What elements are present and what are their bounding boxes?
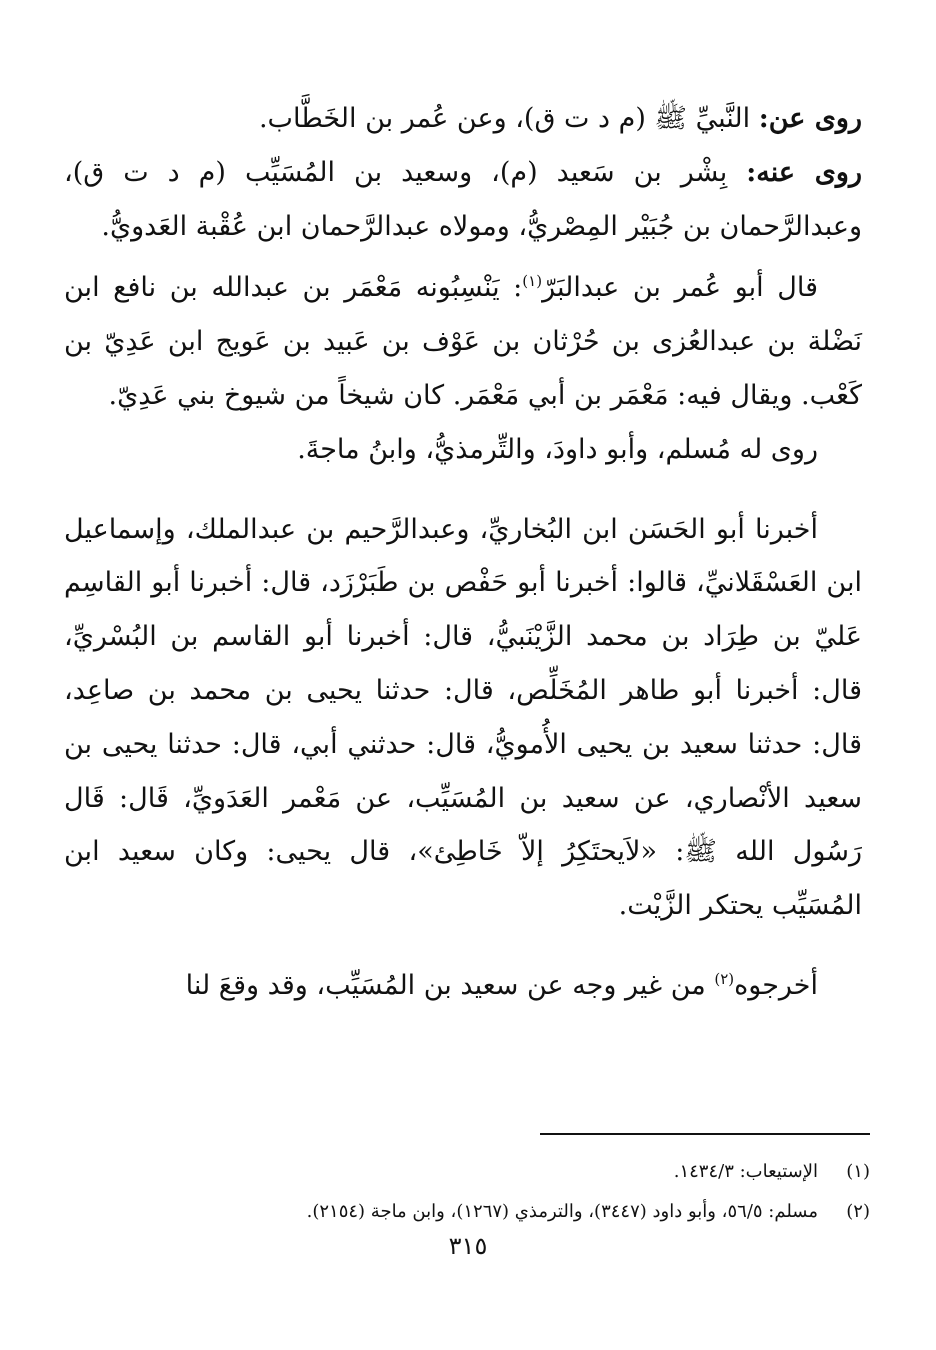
narrated-by-text: بِشْر بن سَعيد (م)، وسعيد بن المُسَيِّب (م د ت ق)، وعبدالرَّحمان بن جُبَيْر المِصْريُّ، ومولاه عبدالرَّحمان ابن عُقْبة العَدويُّ.: [64, 156, 862, 242]
ibn-abdulbarr-text-after: : يَنْسِبُونه مَعْمَر بن عبدالله بن نافع ابن نَضْلة بن عبدالعُزى بن حُرْثان بن عَوْف بن عَبيد بن عَويج ابن عَدِيّ بن كَعْب. ويقال فيه: مَعْمَر بن أبي مَعْمَر. كان شيخاً من شيوخ بني عَدِيّ.: [64, 272, 862, 411]
takhrij-paragraph: [64, 959, 862, 1013]
narrated-from-label: روى عن:: [758, 103, 862, 134]
footnotes: [64, 1152, 870, 1232]
footnote-text: الإستيعاب: ١٤٣٤/٣.: [673, 1161, 818, 1182]
main-text: [64, 92, 862, 1013]
footnote-ref-2: (٢): [714, 969, 735, 988]
footnote-2: [64, 1192, 870, 1232]
footnote-number: (١): [846, 1161, 870, 1182]
footnote-divider: [540, 1133, 870, 1135]
narrated-from-text: النَّبيِّ ﷺ (م د ت ق)، وعن عُمر بن الخَطَّاب.: [258, 103, 759, 134]
ibn-abdulbarr-text-before: قال أبو عُمر بن عبدالبَرّ: [542, 272, 818, 304]
footnote-ref-1: (١): [522, 272, 543, 291]
takhrij-text-after: من غير وجه عن سعيد بن المُسَيِّب، وقد وقعَ لنا: [185, 969, 715, 1001]
footnote-text: مسلم: ٥٦/٥، وأبو داود (٣٤٤٧)، والترمذي (١٢٦٧)، وابن ماجة (٢١٥٤).: [306, 1201, 818, 1222]
page-number: ٣١٥: [448, 1232, 488, 1260]
takhrij-text-before: أخرجوه: [734, 969, 818, 1001]
narrated-for-him-text: روى له مُسلم، وأبو داودَ، والتِّرمذيُّ، وابنُ ماجةَ.: [297, 433, 818, 465]
narrated-by-paragraph: [64, 146, 862, 254]
narrated-by-label: روى عنه:: [746, 156, 862, 188]
footnote-1: [64, 1152, 870, 1192]
isnad-paragraph: [64, 503, 862, 933]
narrated-for-him-paragraph: [64, 423, 862, 477]
narrated-from-paragraph: [64, 92, 862, 146]
footnote-number: (٢): [846, 1201, 870, 1222]
isnad-text: أخبرنا أبو الحَسَن ابن البُخاريِّ، وعبدالرَّحيم بن عبدالملك، وإسماعيل ابن العَسْقَلانيِّ، قالوا: أخبرنا أبو حَفْص بن طَبَرْزَد، قال: أخبرنا أبو القاسِم عَليّ بن طِرَاد بن محمد الزَّيْنَبيُّ، قال: أخبرنا أبو القاسم بن البُسْريِّ، قال: أخبرنا أبو طاهر المُخَلِّص، قال: حدثنا يحيى بن محمد بن صاعِد، قال: حدثنا سعيد بن يحيى الأُمويُّ، قال: حدثني أبي، قال: حدثنا يحيى بن سعيد الأنْصاري، عن سعيد بن المُسَيِّب، عن مَعْمر العَدَويِّ، قَال: قَال رَسُول الله ﷺ: «لاَيحتَكِرُ إلاّ خَاطِئ»، قال يحيى: وكان سعيد ابن المُسَيِّب يحتكر الزَّيْت.: [64, 513, 862, 922]
ibn-abdulbarr-paragraph: [64, 261, 862, 422]
